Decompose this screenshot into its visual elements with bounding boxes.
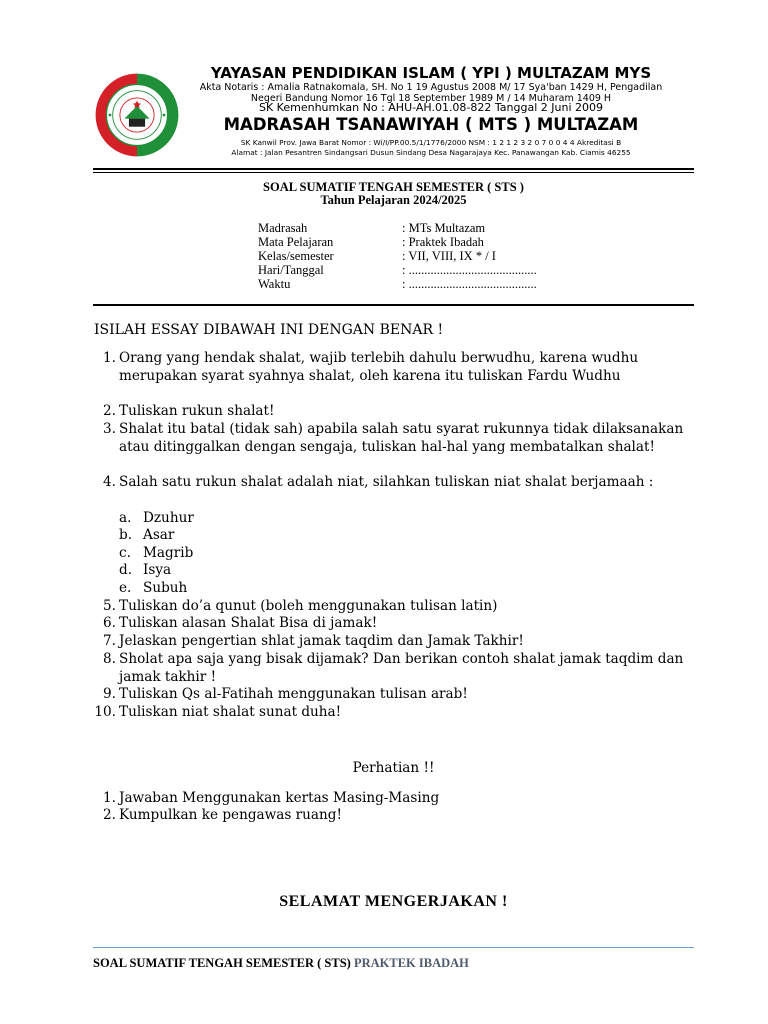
page-footer: [93, 956, 469, 971]
option-c: [119, 545, 193, 563]
header-divider-thick: [93, 168, 694, 170]
question-number: 9.: [103, 686, 116, 702]
question-number: 8.: [103, 651, 116, 667]
info-value-madrasah: : MTs Multazam: [402, 221, 486, 235]
info-label-time: Waktu: [258, 277, 291, 291]
question-text: Salah satu rukun shalat adalah niat, silahkan tuliskan niat shalat berjamaah :: [119, 474, 654, 490]
question-text: Jelaskan pengertian shlat jamak taqdim dan Jamak Takhir!: [119, 633, 524, 649]
option-b: [119, 527, 174, 545]
question-text: Tuliskan rukun shalat!: [119, 403, 275, 419]
option-text: Magrib: [143, 545, 194, 561]
info-value-subject: : Praktek Ibadah: [402, 235, 484, 249]
info-divider: [93, 304, 694, 306]
question-number: 7.: [103, 633, 116, 649]
option-letter: e.: [119, 580, 132, 596]
notary-deed-line-2: Negeri Bandung Nomor 16 Tgl 18 September 1989 M / 14 Muharam 1409 H: [250, 93, 612, 104]
question-text: Orang yang hendak shalat, wajib terlebih dahulu berwudhu, karena wudhu merupakan syarat syahnya shalat, oleh karena itu tuliskan Fardu Wudhu: [119, 350, 639, 384]
question-text: Tuliskan Qs al-Fatihah menggunakan tulisan arab!: [119, 686, 468, 702]
notary-deed-line-1: Akta Notaris : Amalia Ratnakomala, SH. No 1 19 Agustus 2008 M/ 17 Sya'ban 1429 H, Pengadilan: [199, 82, 663, 93]
school-logo-icon: [92, 70, 182, 160]
notice-item-1: [94, 790, 694, 808]
question-number: 4.: [103, 474, 116, 490]
option-d: [119, 562, 171, 580]
option-text: Asar: [143, 527, 175, 543]
notice-text: Kumpulkan ke pengawas ruang!: [119, 807, 342, 823]
option-a: [119, 510, 194, 528]
header-divider-thin: [93, 172, 694, 173]
footer-title: SOAL SUMATIF TENGAH SEMESTER ( STS): [93, 956, 354, 970]
question-text: Tuliskan do’a qunut (boleh menggunakan tulisan latin): [119, 598, 498, 614]
question-1: [94, 350, 694, 385]
option-letter: d.: [119, 562, 133, 578]
question-8: [94, 651, 694, 686]
option-e: [119, 580, 187, 598]
question-3: [94, 421, 694, 456]
info-value-time: : .........................................: [402, 277, 537, 291]
question-number: 2.: [103, 403, 116, 419]
option-letter: a.: [119, 510, 132, 526]
notice-number: 2.: [103, 807, 116, 823]
notice-item-2: [94, 807, 694, 825]
info-label-class: Kelas/semester: [258, 249, 334, 263]
option-letter: c.: [119, 545, 131, 561]
foundation-name: YAYASAN PENDIDIKAN ISLAM ( YPI ) MULTAZAM MYS: [210, 64, 652, 82]
question-text: Sholat apa saja yang bisak dijamak? Dan berikan contoh shalat jamak taqdim dan jamak takhir !: [119, 651, 684, 685]
question-7: [94, 633, 694, 651]
notice-number: 1.: [103, 790, 116, 806]
madrasah-name: MADRASAH TSANAWIYAH ( MTS ) MULTAZAM: [223, 115, 639, 134]
info-value-class: : VII, VIII, IX * / I: [402, 249, 496, 263]
info-value-date: : .........................................: [402, 263, 537, 277]
info-label-madrasah: Madrasah: [258, 221, 308, 235]
question-6: [94, 615, 694, 633]
question-text: Shalat itu batal (tidak sah) apabila salah satu syarat rukunnya tidak dilaksanakan atau ditinggalkan dengan sengaja, tuliskan hal-hal yang membatalkan shalat!: [119, 421, 684, 455]
question-10: [94, 704, 694, 722]
question-9: [94, 686, 694, 704]
question-number: 5.: [103, 598, 116, 614]
academic-year: Tahun Pelajaran 2024/2025: [320, 193, 467, 207]
question-number: 10.: [94, 704, 116, 720]
question-5: [94, 598, 694, 616]
info-label-subject: Mata Pelajaran: [258, 235, 334, 249]
exam-title: SOAL SUMATIF TENGAH SEMESTER ( STS ): [263, 180, 524, 194]
notice-title: Perhatian !!: [352, 760, 435, 776]
footer-divider: [93, 947, 694, 948]
closing-message: SELAMAT MENGERJAKAN !: [279, 893, 508, 910]
sk-kanwil: SK Kanwil Prov. Jawa Barat Nomor : Wi/I/PP.00.5/1/1776/2000 NSM : 1 2 1 2 3 2 0 7 0 0 4 4 Akreditasi B: [240, 138, 622, 147]
instruction-heading: ISILAH ESSAY DIBAWAH INI DENGAN BENAR !: [94, 322, 444, 338]
question-number: 6.: [103, 615, 116, 631]
question-number: 3.: [103, 421, 116, 437]
question-text: Tuliskan alasan Shalat Bisa di jamak!: [119, 615, 378, 631]
school-address: Alamat : Jalan Pesantren Sindangsari Dusun Sindang Desa Nagarajaya Kec. Panawangan Kab. Ciamis 46255: [231, 148, 631, 157]
option-letter: b.: [119, 527, 133, 543]
question-4: [94, 474, 694, 492]
question-text: Tuliskan niat shalat sunat duha!: [119, 704, 342, 720]
option-text: Subuh: [143, 580, 188, 596]
question-2: [94, 403, 694, 421]
option-text: Isya: [143, 562, 172, 578]
sk-kemenhumkan: SK Kemenhumkan No : AHU-AH.01.08-822 Tanggal 2 Juni 2009: [258, 101, 603, 114]
question-number: 1.: [103, 350, 116, 366]
info-label-date: Hari/Tanggal: [258, 263, 324, 277]
notice-text: Jawaban Menggunakan kertas Masing-Masing: [119, 790, 440, 806]
footer-subject: PRAKTEK IBADAH: [353, 956, 469, 970]
option-text: Dzuhur: [143, 510, 194, 526]
